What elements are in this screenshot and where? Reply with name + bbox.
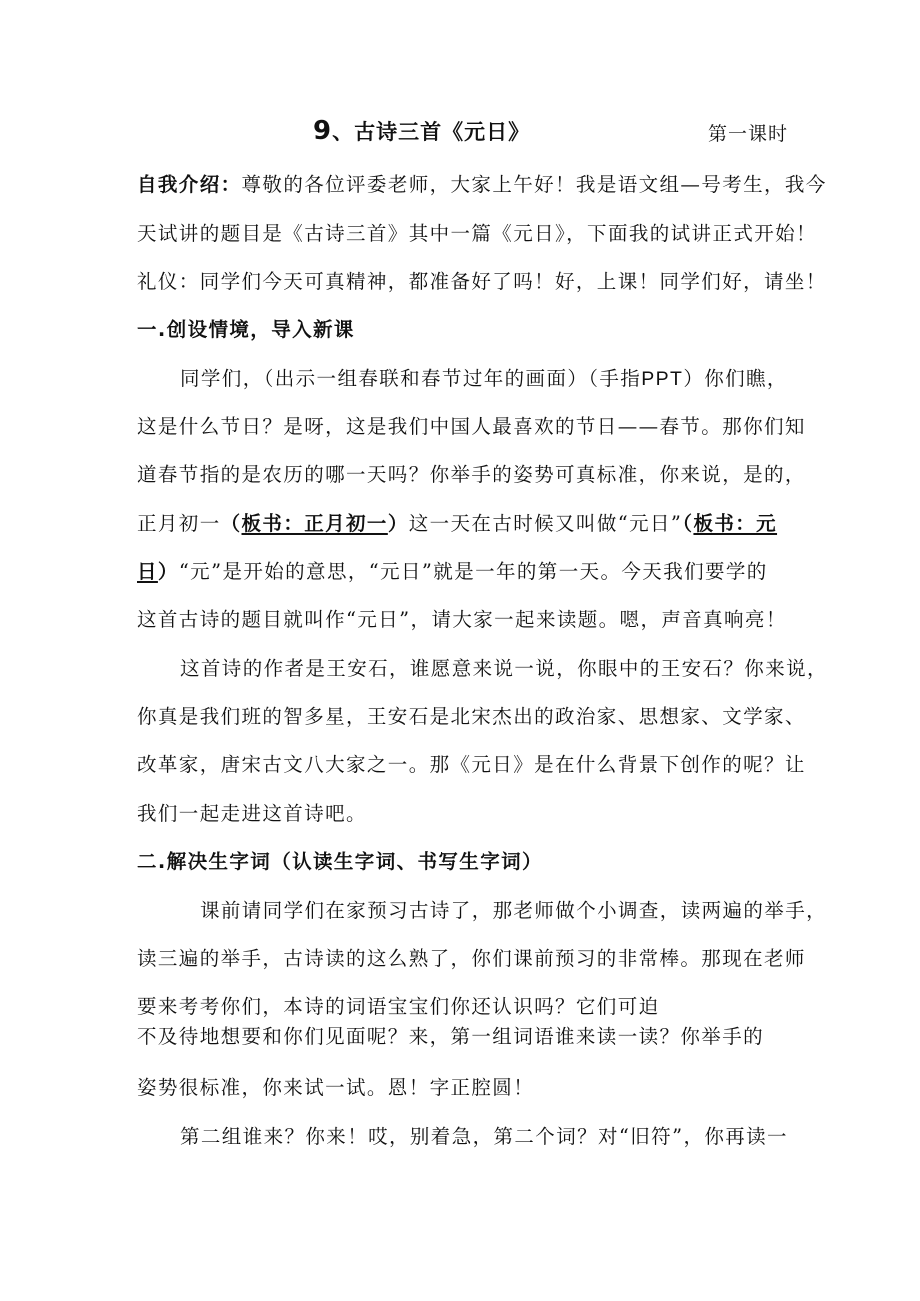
board-paren-close-2: ） bbox=[157, 560, 179, 583]
s2-p2-line-1: 第二组谁来？你来！哎，别着急，第二个词？对“旧符”，你再读一 bbox=[180, 1125, 788, 1148]
intro-line-1 bbox=[137, 169, 827, 197]
section-1-heading: 一.创设情境，导入新课 bbox=[137, 318, 355, 341]
document-title bbox=[313, 116, 530, 146]
s1-p2-line-2: 你真是我们班的智多星，王安石是北宋杰出的政治家、思想家、文学家、 bbox=[137, 705, 806, 728]
s1-p1-line-3: 道春节指的是农历的哪一天吗？你举手的姿势可真标准，你来说，是的， bbox=[137, 463, 806, 486]
title-number: 9 bbox=[313, 116, 333, 146]
board-paren-open: （ bbox=[220, 512, 242, 535]
s1-p1-text-4b: 这一天在古时候又叫做“元日” bbox=[408, 512, 683, 535]
s2-p1-line-5: 姿势很标准，你来试一试。恩！字正腔圆！ bbox=[137, 1076, 535, 1099]
s1-p1-text-4a: 正月初一 bbox=[137, 512, 221, 535]
s1-p2-line-4: 我们一起走进这首诗吧。 bbox=[137, 802, 367, 825]
ppt-text: PPT bbox=[641, 368, 684, 390]
s1-p1-line-4 bbox=[137, 508, 777, 536]
s1-p1-text-1b: ）你们瞧， bbox=[683, 367, 788, 390]
board-note-1: 板书：正月初一 bbox=[241, 512, 388, 535]
intro-line-2: 天试讲的题目是《古诗三首》其中一篇《元日》，下面我的试讲正式开始！ bbox=[137, 222, 817, 245]
s1-p1-line-1 bbox=[180, 363, 788, 391]
s2-p1-line-4: 不及待地想要和你们见面呢？来，第一组词语谁来读一读？你举手的 bbox=[137, 1025, 765, 1048]
s1-p1-text-1a: 同学们，（出示一组春联和春节过年的画面）（手指 bbox=[180, 367, 642, 390]
s2-p1-line-3: 要来考考你们，本诗的词语宝宝们你还认识吗？它们可迫 bbox=[137, 995, 660, 1018]
s2-p1-line-1: 课前请同学们在家预习古诗了，那老师做个小调查，读两遍的举手， bbox=[200, 899, 828, 922]
section-2-heading: 二.解决生字词（认读生字词、书写生字词） bbox=[137, 850, 543, 873]
s1-p1-line-5 bbox=[137, 556, 768, 584]
s1-p2-line-1: 这首诗的作者是王安石，谁愿意来说一说，你眼中的王安石？你来说， bbox=[180, 657, 828, 680]
board-paren-open-2: （ bbox=[682, 512, 694, 535]
intro-text-1: 尊敬的各位评委老师，大家上午好！我是语文组—号考生，我今 bbox=[241, 173, 827, 196]
s1-p1-line-2: 这是什么节日？是呀，这是我们中国人最喜欢的节日——春节。那你们知 bbox=[137, 415, 806, 438]
s1-p1-line-6: 这首古诗的题目就叫作“元日”，请大家一起来读题。嗯，声音真响亮！ bbox=[137, 608, 787, 631]
s1-p1-text-5b: “元”是开始的意思，“元日”就是一年的第一天。今天我们要学的 bbox=[178, 560, 768, 583]
intro-line-3: 礼仪：同学们今天可真精神，都准备好了吗！好，上课！同学们好，请坐！ bbox=[137, 270, 827, 293]
title-text: 、古诗三首《元日》 bbox=[332, 120, 531, 144]
board-note-2-cont: 日 bbox=[137, 560, 158, 583]
board-paren-close: ） bbox=[387, 512, 409, 535]
board-note-2: 板书：元 bbox=[693, 512, 778, 535]
intro-label: 自我介绍： bbox=[137, 173, 242, 196]
s2-p1-line-2: 读三遍的举手，古诗读的这么熟了，你们课前预习的非常棒。那现在老师 bbox=[137, 947, 806, 970]
s1-p2-line-3: 改革家，唐宋古文八大家之一。那《元日》是在什么背景下创作的呢？让 bbox=[137, 753, 806, 776]
lesson-label: 第一课时 bbox=[708, 123, 789, 145]
